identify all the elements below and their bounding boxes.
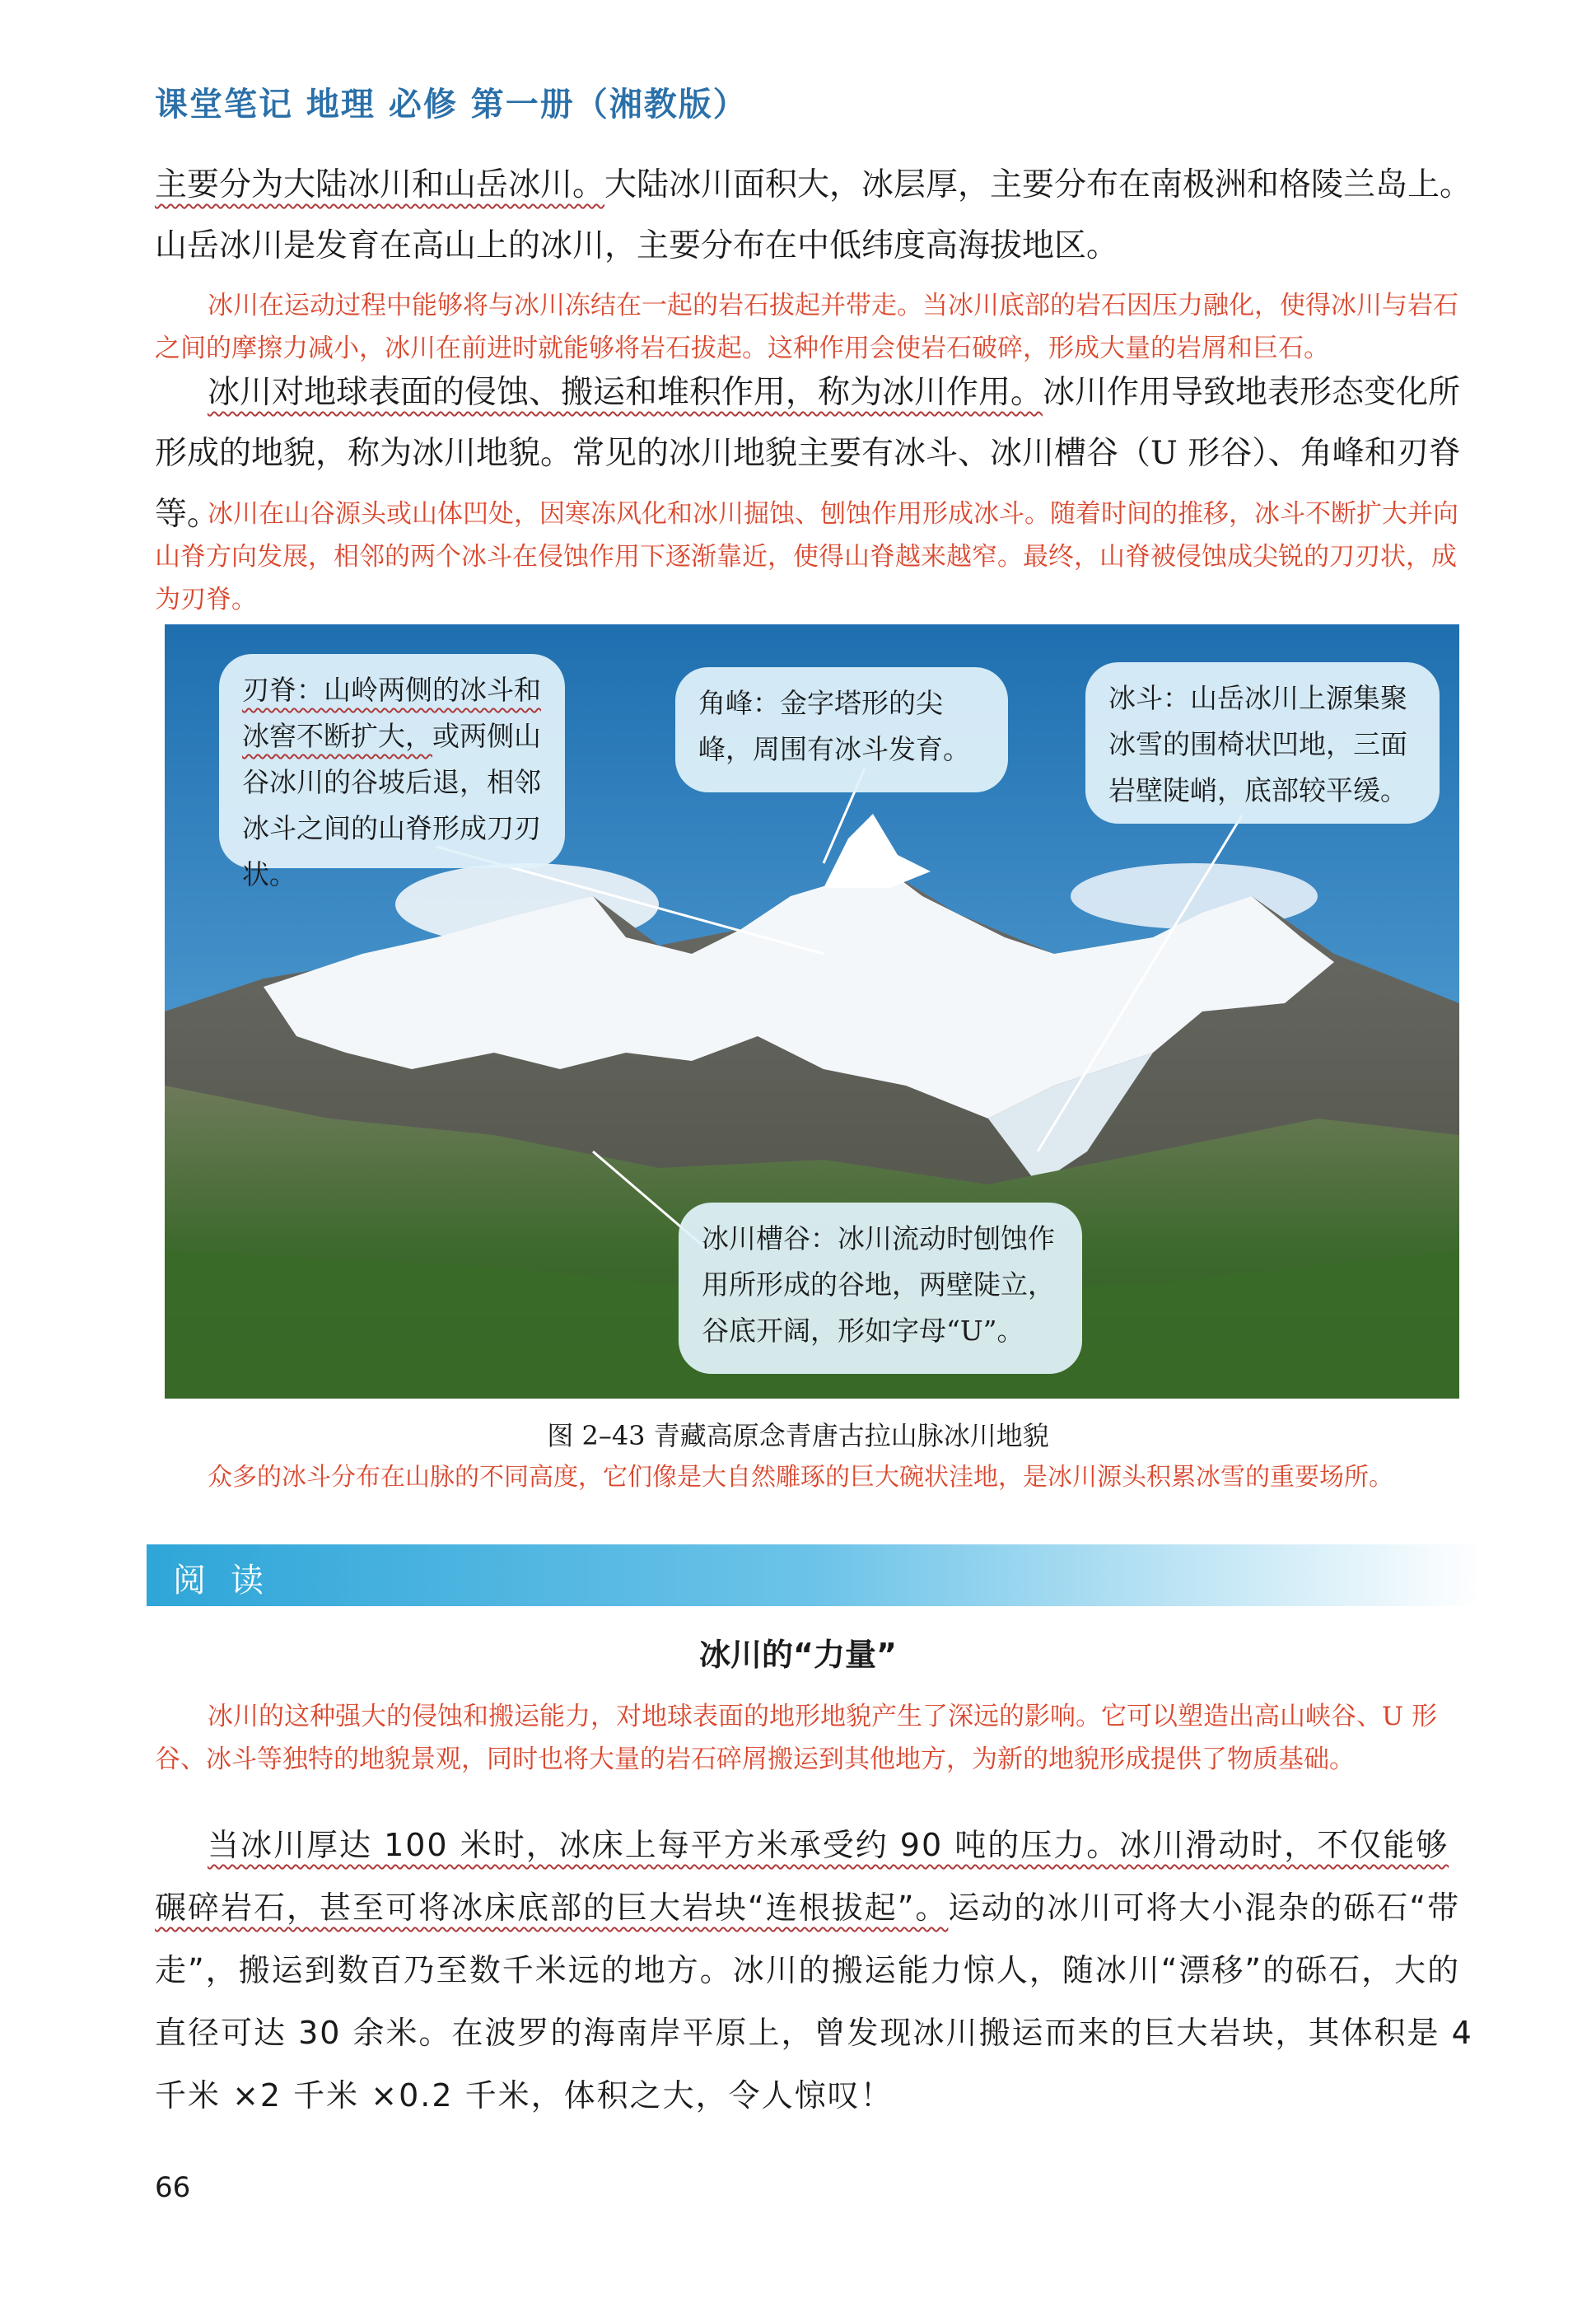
figure-caption: 图 2–43 青藏高原念青唐古拉山脉冰川地貌: [547, 1420, 1049, 1451]
paragraph-indent: [155, 1814, 1481, 2127]
note-text: 冰川在运动过程中能够将与冰川冻结在一起的岩石拔起并带走。当冰川底部的岩石因压力融化，使得冰川与岩石之间的摩擦力减小，冰川在前进时就能够将岩石拔起。这种作用会使岩石破碎，形成大量的岩屑和巨石。: [155, 291, 1458, 363]
paragraph-glacier-types: [155, 155, 1481, 277]
paragraph-text: 冰川作用导致地表形态变化所形成的地貌，称为冰川地貌。常见的冰川地貌主要有冰斗、冰川槽谷（U 形谷）、角峰和刃脊等。: [155, 374, 1461, 533]
note-text: 众多的冰斗分布在山脉的不同高度，它们像是大自然雕琢的巨大碗状洼地，是冰川源头积累冰雪的重要场所。: [208, 1463, 1393, 1492]
callout-horn: 角峰：金字塔形的尖峰，周围有冰斗发育。: [675, 667, 1008, 792]
underlined-text: 主要分为大陆冰川和山岳冰川。: [155, 166, 605, 203]
reading-section-bar: [147, 1544, 1481, 1606]
underlined-text: 冰川对地球表面的侵蚀、搬运和堆积作用，称为冰川作用。: [208, 374, 1043, 411]
paragraph-text: 大陆冰川面积大，冰层厚，主要分布在南极洲和格陵兰岛上。山岳冰川是发育在高山上的冰川，主要分布在中低纬度高海拔地区。: [155, 166, 1472, 264]
handwritten-note-3: [155, 1456, 1481, 1499]
callout-arete: [219, 654, 565, 890]
reading-title: 冰川的“力量”: [699, 1637, 897, 1673]
page-number: 66: [155, 2171, 191, 2204]
callout-text: 或两侧山谷冰川的谷坡后退，相邻冰斗之间的山脊形成刀刃状。: [242, 720, 541, 890]
book-header: 课堂笔记 地理 必修 第一册（湘教版）: [155, 86, 748, 124]
underlined-text: 刃脊：山岭两侧的冰斗和冰窖不断扩大，: [242, 674, 541, 752]
paragraph-text: 运动的冰川可将大小混杂的砾石“带走”，搬运到数百乃至数千米远的地方。冰川的搬运能力惊人，随冰川“漂移”的砾石，大的直径可达 30 余米。在波罗的海南岸平原上，曾发现冰川搬运而来的巨大岩块，其体积是 4 千米 ×2 千米 ×0.2 千米，体积之大，令人惊叹！: [155, 1890, 1473, 2114]
underlined-text: 当冰川厚达 100 米时，冰床上每平方米承受约 90 吨的压力。冰川滑动时，不仅能够碾碎岩石，甚至可将冰床底部的巨大岩块“连根拔起”。: [155, 1827, 1449, 1926]
callout-u-valley: 冰川槽谷：冰川流动时刨蚀作用所形成的谷地，两壁陡立，谷底开阔，形如字母“U”。: [679, 1203, 1082, 1374]
glacier-landform-photo: [165, 624, 1459, 1399]
handwritten-note-4: [155, 1695, 1481, 1781]
callout-cirque: 冰斗：山岳冰川上源集聚冰雪的围椅状凹地，三面岩壁陡峭，底部较平缓。: [1085, 662, 1440, 824]
handwritten-note-1: [155, 284, 1481, 370]
handwritten-note-2: [155, 493, 1481, 621]
reading-paragraph: [155, 1814, 1481, 2127]
note-text: 冰川在山谷源头或山体凹处，因寒冻风化和冰川掘蚀、刨蚀作用形成冰斗。随着时间的推移，冰斗不断扩大并向山脊方向发展，相邻的两个冰斗在侵蚀作用下逐渐靠近，使得山脊越来越窄。最终，山脊被侵蚀成尖锐的刀刃状，成为刃脊。: [155, 499, 1458, 614]
reading-label: 阅读: [173, 1562, 288, 1600]
note-text: 冰川的这种强大的侵蚀和搬运能力，对地球表面的地形地貌产生了深远的影响。它可以塑造出高山峡谷、U 形谷、冰斗等独特的地貌景观，同时也将大量的岩石碎屑搬运到其他地方，为新的地貌形成提供了物质基础。: [155, 1702, 1437, 1774]
